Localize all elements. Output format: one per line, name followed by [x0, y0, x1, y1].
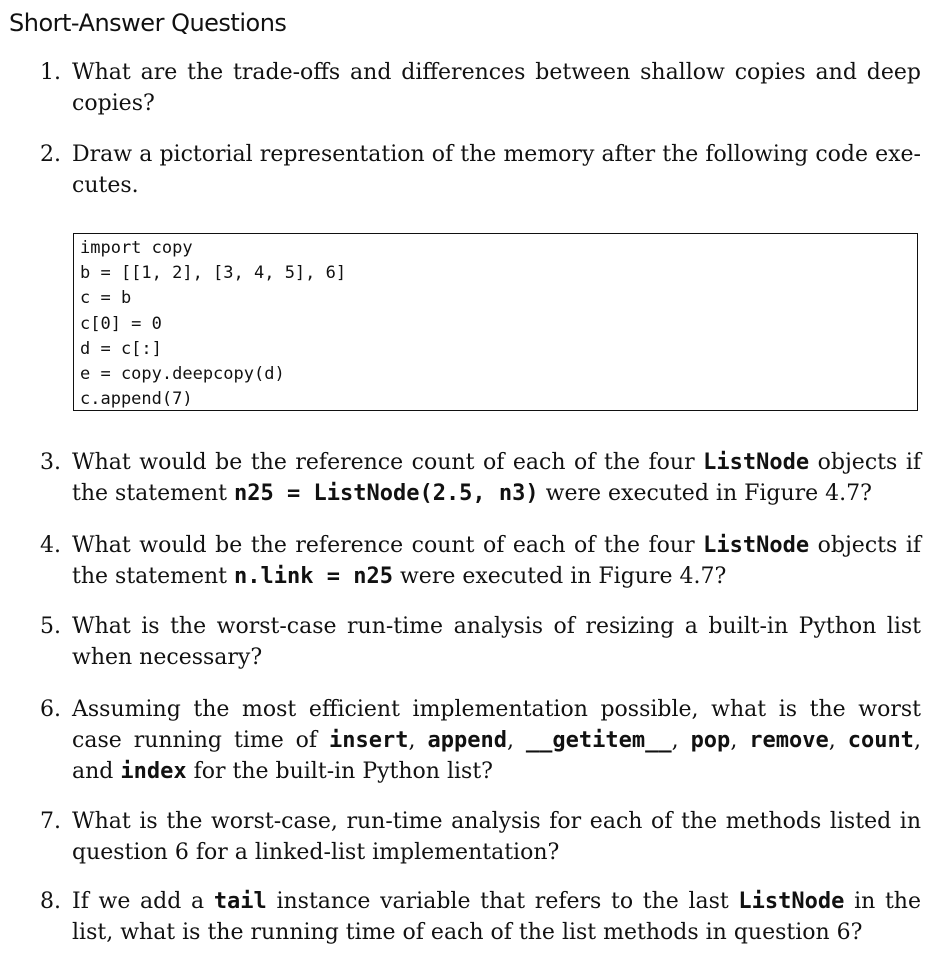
- code-term: ListNode: [738, 889, 845, 914]
- question-6: [40, 694, 921, 787]
- question-text: Assuming the most efficient implementation possible, what is the worst case running time of insert, append, __getitem__, pop, remove, count, and index for the built-in Python list?: [72, 697, 921, 784]
- code-line: c = b: [80, 288, 132, 309]
- code-term: insert: [329, 728, 409, 753]
- code-term: count: [847, 728, 914, 753]
- code-line: c[0] = 0: [80, 313, 162, 334]
- question-number: 2.: [40, 142, 61, 167]
- code-line: e = copy.deepcopy(d): [80, 364, 285, 385]
- question-text: What would be the reference count of each of the four ListNode objects if the statement n25 = ListNode(2.5, n3) were executed in Figure 4.7?: [72, 450, 922, 506]
- question-text: What would be the reference count of each of the four ListNode objects if the statement n.link = n25 were executed in Figure 4.7?: [72, 533, 922, 589]
- code-term: append: [427, 728, 507, 753]
- question-text: Draw a pictorial representation of the memory after the following code exe-cutes.: [72, 142, 921, 198]
- question-2: [40, 139, 921, 201]
- question-3: [40, 447, 921, 509]
- question-5: [40, 611, 921, 673]
- question-text: What is the worst-case, run-time analysis for each of the methods listed in question 6 for a linked-list implementation?: [72, 809, 921, 865]
- code-term: ListNode: [703, 533, 810, 558]
- code-term: __getitem__: [525, 728, 672, 753]
- question-number: 5.: [40, 614, 61, 639]
- question-1: [40, 57, 921, 119]
- question-number: 8.: [40, 889, 61, 914]
- code-term: pop: [690, 728, 731, 753]
- code-line: b = [[1, 2], [3, 4, 5], 6]: [80, 263, 347, 284]
- code-line: d = c[:]: [80, 338, 162, 359]
- question-7: [40, 806, 921, 868]
- question-number: 3.: [40, 450, 61, 475]
- question-4: [40, 530, 921, 592]
- code-term: n.link = n25: [234, 564, 393, 589]
- question-number: 4.: [40, 533, 61, 558]
- question-number: 1.: [40, 60, 61, 85]
- code-term: remove: [749, 728, 829, 753]
- code-line: c.append(7): [80, 389, 193, 410]
- code-term: ListNode: [703, 450, 810, 475]
- question-text: What are the trade-offs and differences between shallow copies and deep copies?: [72, 60, 921, 116]
- question-8: [40, 886, 921, 948]
- code-listing: [73, 233, 918, 411]
- code-line: import copy: [80, 238, 193, 258]
- question-text: If we add a tail instance variable that refers to the last ListNode in the list, what is the running time of each of the list methods in question 6?: [72, 889, 921, 945]
- code-term: tail: [213, 889, 267, 914]
- code-term: index: [120, 759, 187, 784]
- section-heading: Short-Answer Questions: [9, 9, 287, 37]
- code-term: n25 = ListNode(2.5, n3): [234, 481, 539, 506]
- question-number: 6.: [40, 697, 61, 722]
- question-text: What is the worst-case run-time analysis of resizing a built-in Python list when necessary?: [72, 614, 921, 670]
- question-number: 7.: [40, 809, 61, 834]
